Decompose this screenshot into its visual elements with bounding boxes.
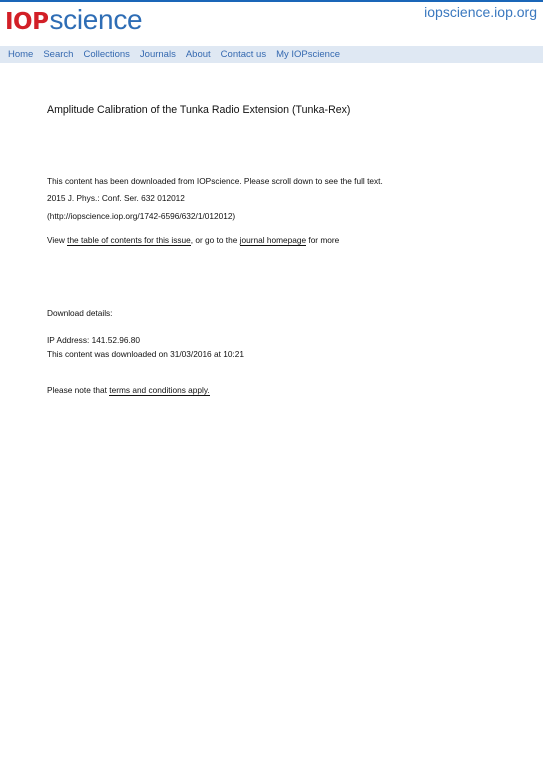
- download-details-heading: Download details:: [47, 308, 113, 318]
- journal-homepage-link[interactable]: journal homepage: [239, 235, 307, 245]
- view-suffix: for more: [306, 235, 340, 245]
- view-more-line: [47, 235, 339, 246]
- iopscience-logo[interactable]: [5, 4, 142, 34]
- downloaded-on: This content was downloaded on 31/03/2016 at 10:21: [47, 349, 244, 359]
- download-notice: This content has been downloaded from IOPscience. Please scroll down to see the full text.: [47, 176, 383, 186]
- ip-address: IP Address: 141.52.96.80: [47, 335, 141, 345]
- table-of-contents-link[interactable]: the table of contents for this issue: [67, 235, 191, 245]
- site-url-link[interactable]: iopscience.iop.org: [424, 4, 537, 20]
- nav-search[interactable]: Search: [43, 49, 74, 60]
- main-nav-bar: [0, 46, 543, 63]
- terms-line: [47, 385, 210, 396]
- citation: 2015 J. Phys.: Conf. Ser. 632 012012: [47, 193, 185, 203]
- nav-my-iopscience[interactable]: My IOPscience: [276, 49, 340, 60]
- view-middle: , or go to the: [190, 235, 240, 245]
- top-accent-rule: [0, 0, 543, 2]
- logo-iop-text: IOP: [5, 9, 49, 35]
- nav-about[interactable]: About: [185, 49, 211, 60]
- article-title: Amplitude Calibration of the Tunka Radio Extension (Tunka-Rex): [47, 104, 351, 116]
- article-url: (http://iopscience.iop.org/1742-6596/632/1/012012): [47, 211, 236, 221]
- terms-prefix: Please note that: [47, 385, 110, 395]
- terms-and-conditions-link[interactable]: terms and conditions apply.: [109, 385, 210, 395]
- nav-contact-us[interactable]: Contact us: [220, 49, 267, 60]
- nav-journals[interactable]: Journals: [139, 49, 176, 60]
- view-prefix: View: [47, 235, 68, 245]
- logo-science-text: science: [49, 4, 143, 35]
- nav-home[interactable]: Home: [8, 49, 34, 60]
- nav-collections[interactable]: Collections: [83, 49, 130, 60]
